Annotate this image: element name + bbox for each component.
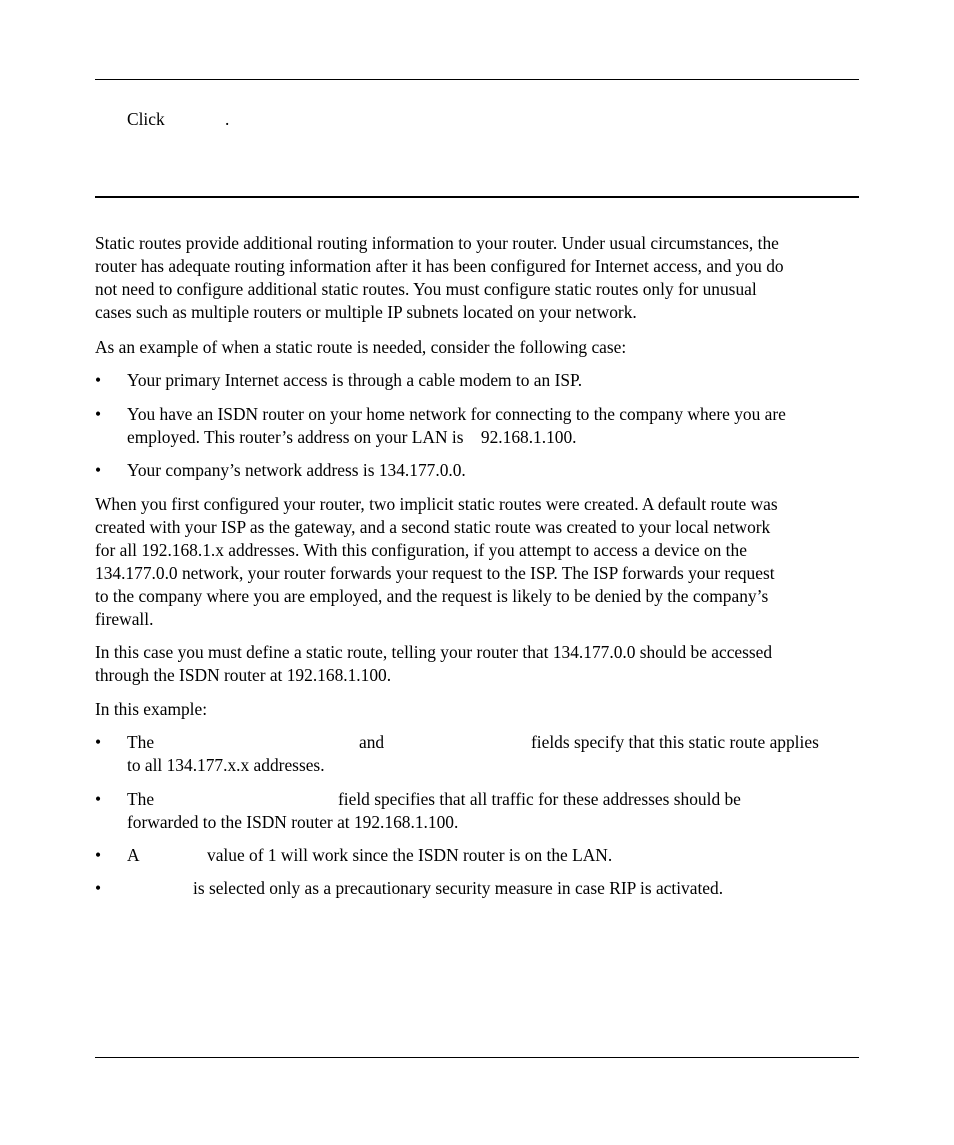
bullet-text: Your company’s network address is 134.177.0.0. — [127, 460, 466, 480]
explanation-line: for all 192.168.1.x addresses. With this configuration, if you attempt to access a device on the — [95, 540, 747, 560]
bullet-text: and — [359, 732, 385, 752]
explanation-line: created with your ISP as the gateway, and a second static route was created to your local network — [95, 517, 771, 537]
solution-paragraph — [95, 641, 859, 687]
bullet-text: employed. This router’s address on your LAN is 92.168.1.100. — [127, 427, 577, 447]
bullet-text: A — [127, 845, 140, 865]
bullet-text: Your primary Internet access is through a cable modem to an ISP. — [127, 370, 583, 390]
bullet-marker: • — [95, 460, 102, 480]
bullet-text: The — [127, 789, 155, 809]
bullet-text: fields specify that this static route applies — [531, 732, 819, 752]
bullet-text: You have an ISDN router on your home network for connecting to the company where you are — [127, 404, 786, 424]
step-period: . — [225, 109, 230, 129]
footer-rule — [95, 1057, 859, 1058]
example-label: In this example: — [95, 699, 208, 719]
bullet-text: field specifies that all traffic for these addresses should be — [338, 789, 741, 809]
bullet-marker: • — [95, 404, 102, 424]
step-click-text — [127, 108, 165, 131]
explanation-paragraph — [95, 493, 859, 631]
bullet-text: is selected only as a precautionary security measure in case RIP is activated. — [193, 878, 724, 898]
example-bullet — [95, 788, 859, 834]
example-bullet — [95, 877, 859, 900]
intro-line: cases such as multiple routers or multiple IP subnets located on your network. — [95, 302, 637, 322]
bullet-marker: • — [95, 878, 102, 898]
bullet-text: value of 1 will work since the ISDN router is on the LAN. — [207, 845, 613, 865]
bullet-marker: • — [95, 370, 102, 390]
explanation-line: 134.177.0.0 network, your router forwards your request to the ISP. The ISP forwards your request — [95, 563, 775, 583]
example-bullet — [95, 731, 859, 777]
intro-line: not need to configure additional static routes. You must configure static routes only for unusual — [95, 279, 757, 299]
solution-line: through the ISDN router at 192.168.1.100. — [95, 665, 392, 685]
solution-line: In this case you must define a static route, telling your router that 134.177.0.0 should be accessed — [95, 642, 773, 662]
bullet-marker: • — [95, 789, 102, 809]
intro-paragraph — [95, 232, 859, 324]
bullet-marker: • — [95, 732, 102, 752]
intro-line: router has adequate routing information after it has been configured for Internet access, and you do — [95, 256, 784, 276]
header-rule — [95, 79, 859, 80]
step-click-word: Click — [127, 109, 165, 129]
explanation-line: firewall. — [95, 609, 154, 629]
explanation-line: to the company where you are employed, and the request is likely to be denied by the company’s — [95, 586, 769, 606]
section-rule — [95, 196, 859, 198]
bullet-marker: • — [95, 845, 102, 865]
bullet-text: forwarded to the ISDN router at 192.168.1.100. — [127, 812, 459, 832]
example-intro: As an example of when a static route is needed, consider the following case: — [95, 337, 627, 357]
intro-line: Static routes provide additional routing information to your router. Under usual circumstances, the — [95, 233, 779, 253]
example-bullet — [95, 844, 859, 867]
bullet-text: The — [127, 732, 155, 752]
bullet-text: to all 134.177.x.x addresses. — [127, 755, 325, 775]
explanation-line: When you first configured your router, two implicit static routes were created. A default route was — [95, 494, 778, 514]
